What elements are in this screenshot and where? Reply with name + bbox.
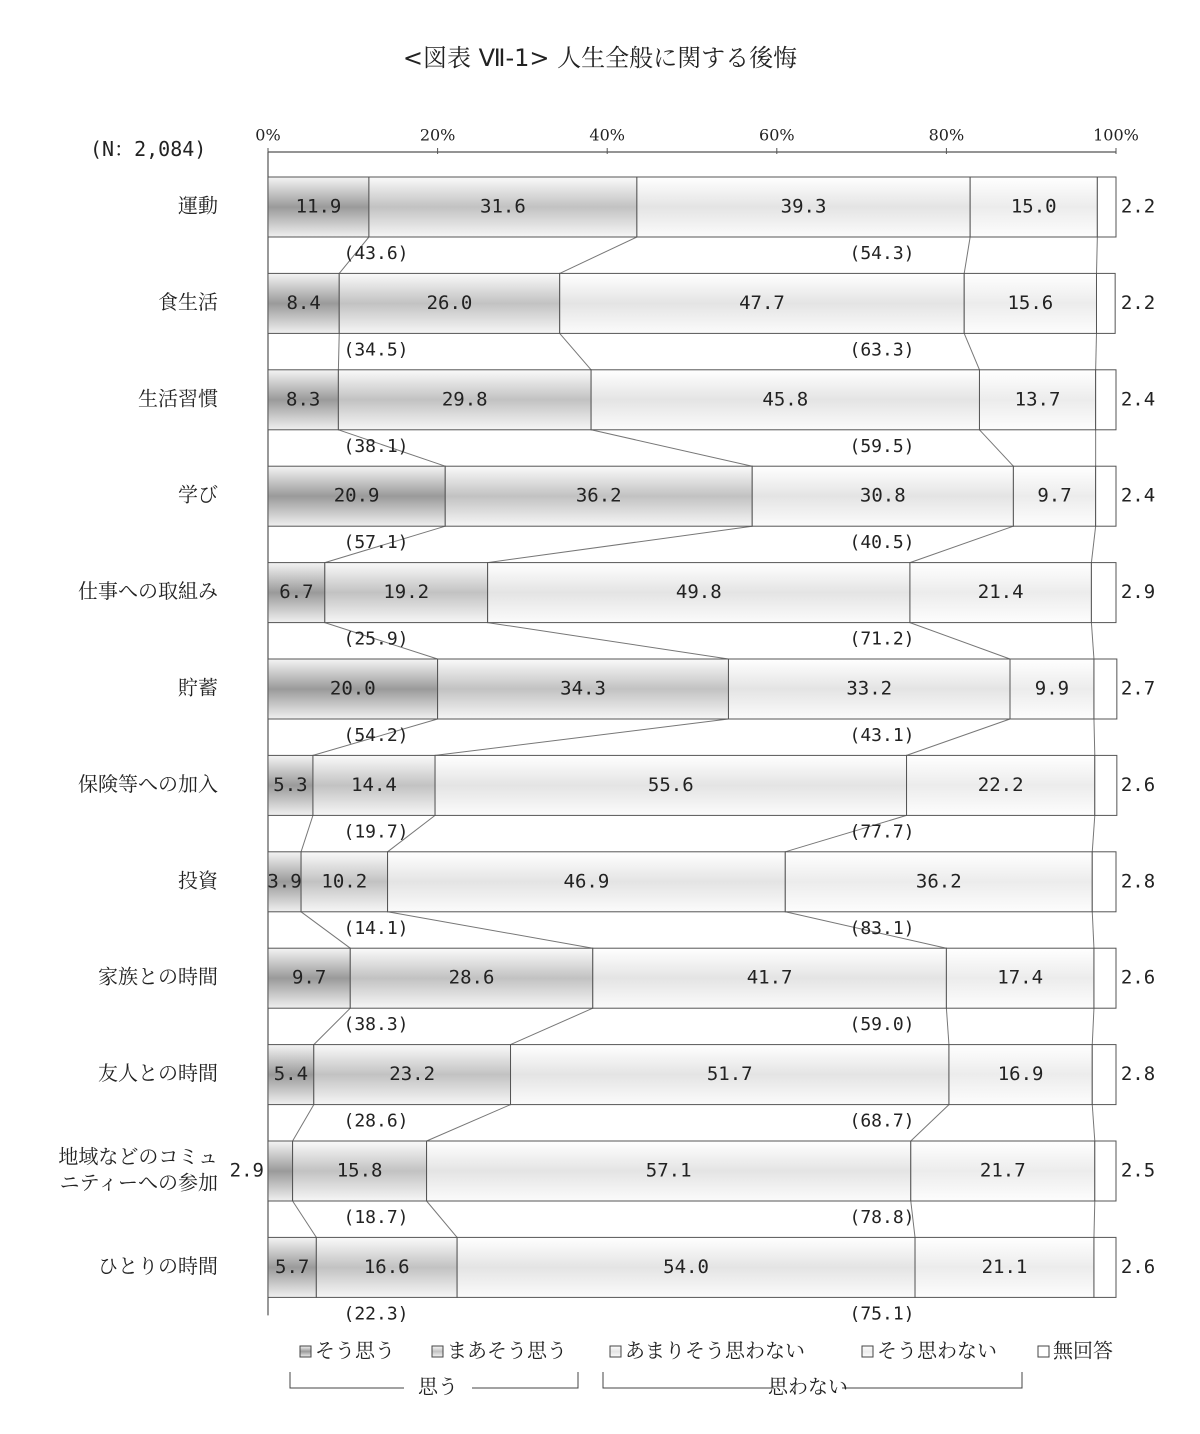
omou-sum-label: (38.1) — [343, 435, 409, 457]
bar-value-label: 19.2 — [383, 581, 430, 604]
connector-line — [560, 333, 591, 369]
legend-swatch — [300, 1346, 311, 1357]
connector-line — [1092, 1105, 1095, 1141]
bar-value-label: 13.7 — [1014, 388, 1061, 411]
bar-value-label: 34.3 — [560, 677, 606, 700]
x-tick-label: 40% — [589, 125, 625, 145]
omou-sum-label: (34.5) — [343, 339, 409, 361]
category-label: 貯蓄 — [178, 675, 218, 700]
bar-value-label: 39.3 — [780, 195, 827, 218]
bar-segment — [1095, 1141, 1116, 1201]
bar-value-label: 16.6 — [363, 1255, 410, 1278]
legend-bracket — [290, 1372, 404, 1388]
bar-value-label: 5.3 — [273, 773, 308, 796]
bar-value-label: 30.8 — [859, 484, 906, 507]
bar-segment — [1092, 852, 1116, 912]
bar-value-label: 8.3 — [286, 388, 321, 411]
omou-sum-label: (18.7) — [343, 1207, 409, 1228]
bar-value-label: 10.2 — [321, 870, 368, 893]
connector-line — [1091, 623, 1094, 659]
category-label: 保険等への加入 — [78, 771, 218, 796]
omowanai-sum-label: (59.0) — [849, 1014, 915, 1036]
connector-line — [338, 333, 339, 369]
bar-value-label: 16.9 — [997, 1063, 1044, 1086]
connector-line — [1096, 237, 1097, 273]
bar-segment — [1096, 370, 1116, 430]
bar-value-label: 6.7 — [279, 581, 314, 604]
bar-value-label: 26.0 — [426, 291, 473, 314]
bar-value-label: 2.8 — [1120, 1063, 1156, 1086]
legend-group-label: 思わない — [768, 1374, 848, 1399]
bar-value-label: 31.6 — [480, 195, 526, 218]
bar-value-label: 2.6 — [1120, 966, 1156, 989]
legend-item-label: あまりそう思わない — [625, 1338, 805, 1363]
x-tick-label: 0% — [255, 125, 281, 145]
omowanai-sum-label: (40.5) — [849, 532, 915, 554]
bar-value-label: 11.9 — [295, 195, 342, 218]
omowanai-sum-label: (68.7) — [849, 1110, 915, 1132]
connector-line — [488, 526, 753, 562]
category-label: 食生活 — [158, 289, 218, 314]
connector-line — [427, 1201, 458, 1237]
connector-line — [1092, 815, 1095, 851]
bar-value-label: 9.7 — [291, 966, 327, 989]
connector-line — [964, 333, 979, 369]
bar-value-label: 2.2 — [1120, 195, 1156, 218]
bar-value-label: 29.8 — [441, 388, 488, 411]
connector-line — [388, 912, 593, 948]
bar-segment — [1094, 1237, 1116, 1297]
omowanai-sum-label: (59.5) — [849, 435, 915, 457]
bar-value-label: 2.6 — [1120, 773, 1156, 796]
connector-line — [911, 1105, 949, 1141]
connector-line — [511, 1008, 593, 1044]
bar-value-label: 2.4 — [1120, 484, 1156, 507]
bar-value-label: 2.8 — [1120, 870, 1156, 893]
bar-value-label: 2.5 — [1120, 1159, 1156, 1182]
connector-line — [488, 623, 729, 659]
category-label: 投資 — [178, 868, 218, 893]
bar-value-label: 15.0 — [1010, 195, 1057, 218]
category-label: 運動 — [178, 193, 218, 218]
bar-value-label: 15.6 — [1007, 291, 1054, 314]
connector-line — [301, 815, 313, 851]
omou-sum-label: (22.3) — [343, 1303, 409, 1325]
omou-sum-label: (38.3) — [343, 1014, 409, 1036]
omou-sum-label: (14.1) — [343, 917, 409, 939]
bar-value-label: 2.6 — [1120, 1255, 1156, 1278]
legend-swatch — [432, 1346, 443, 1357]
omou-sum-label: (54.2) — [343, 725, 409, 746]
x-tick-label: 80% — [928, 125, 965, 145]
bars — [268, 148, 1117, 1388]
omowanai-sum-label: (75.1) — [849, 1303, 915, 1325]
legend-bracket — [472, 1372, 578, 1388]
bar-value-label: 17.4 — [997, 966, 1044, 989]
category-label: 友人との時間 — [98, 1061, 218, 1086]
legend-item-label: まあそう思う — [447, 1338, 567, 1363]
x-tick-label: 20% — [419, 125, 456, 145]
legend-swatch — [1038, 1346, 1049, 1357]
bar-value-label: 46.9 — [563, 870, 610, 893]
bar-value-label: 49.8 — [675, 581, 722, 604]
bar-segment — [1096, 273, 1115, 333]
connector-line — [560, 237, 637, 273]
bar-value-label: 5.7 — [275, 1255, 310, 1278]
omowanai-sum-label: (83.1) — [849, 917, 915, 939]
bar-value-label: 3.9 — [267, 870, 302, 893]
bar-value-label: 2.9 — [1120, 581, 1156, 604]
bar-value-label: 20.9 — [333, 484, 380, 507]
omou-sum-label: (25.9) — [343, 628, 409, 650]
bar-value-label: 21.7 — [979, 1159, 1026, 1182]
bar-value-label: 47.7 — [739, 291, 785, 314]
bar-value-label: 45.8 — [762, 388, 809, 411]
category-label: 仕事への取組み — [78, 579, 218, 604]
legend-item-label: そう思わない — [877, 1338, 997, 1363]
bar-value-label: 36.2 — [575, 484, 622, 507]
bar-value-label: 57.1 — [645, 1159, 692, 1182]
omou-sum-label: (28.6) — [343, 1110, 409, 1132]
bar-value-label: 23.2 — [389, 1063, 436, 1086]
connector-line — [435, 719, 728, 755]
bar-value-label: 2.4 — [1120, 388, 1156, 411]
connector-line — [591, 430, 752, 466]
bar-segment — [1094, 948, 1116, 1008]
connector-line — [1094, 719, 1095, 755]
connector-line — [1092, 1008, 1094, 1044]
omowanai-sum-label: (78.8) — [849, 1207, 915, 1228]
legend-group-label: 思う — [418, 1374, 458, 1399]
omowanai-sum-label: (54.3) — [849, 243, 915, 264]
category-label: 家族との時間 — [98, 964, 218, 989]
bar-value-label: 21.1 — [981, 1255, 1028, 1278]
connector-line — [946, 1008, 949, 1044]
bar-value-label: 2.9 — [229, 1159, 264, 1182]
bar-value-label: 21.4 — [977, 581, 1024, 604]
category-label: 地域などのコミュ — [58, 1144, 218, 1169]
bar-value-label: 36.2 — [915, 870, 962, 893]
bar-value-label: 15.8 — [336, 1159, 383, 1182]
connector-line — [964, 237, 970, 273]
bar-segment — [1094, 659, 1117, 719]
connector-line — [1094, 1201, 1095, 1237]
bar-value-label: 28.6 — [448, 966, 495, 989]
x-tick-label: 60% — [759, 125, 795, 145]
category-label: ニティーへの参加 — [59, 1170, 218, 1195]
connector-line — [907, 719, 1010, 755]
category-label: ひとりの時間 — [98, 1253, 218, 1278]
bar-value-label: 22.2 — [977, 773, 1024, 796]
connector-line — [1092, 912, 1094, 948]
chart-title: <図表 Ⅶ-1> 人生全般に関する後悔 — [402, 44, 798, 72]
x-tick-label: 100% — [1093, 125, 1139, 145]
omou-sum-label: (19.7) — [343, 821, 409, 843]
omowanai-sum-label: (77.7) — [849, 821, 915, 843]
category-label: 生活習慣 — [138, 386, 218, 411]
omowanai-sum-label: (43.1) — [849, 725, 915, 746]
bar-value-label: 9.7 — [1037, 484, 1072, 507]
omou-sum-label: (57.1) — [343, 532, 409, 554]
omowanai-sum-label: (71.2) — [849, 628, 915, 650]
bar-value-label: 14.4 — [351, 773, 397, 796]
legend-bracket — [603, 1372, 774, 1388]
bar-value-label: 51.7 — [706, 1063, 753, 1086]
bar-value-label: 5.4 — [273, 1063, 309, 1086]
bar-segment — [268, 1141, 293, 1201]
bar-value-label: 55.6 — [647, 773, 694, 796]
bar-value-label: 9.9 — [1034, 677, 1070, 700]
bar-value-label: 54.0 — [663, 1255, 709, 1278]
connector-line — [1091, 526, 1095, 562]
connector-line — [293, 1201, 317, 1237]
connector-line — [910, 623, 1010, 659]
bar-segment — [1097, 177, 1116, 237]
bar-value-label: 2.2 — [1120, 291, 1156, 314]
legend-item-label: そう思う — [315, 1338, 395, 1363]
omowanai-sum-label: (63.3) — [849, 339, 915, 361]
sample-size-label: (N：2,084) — [90, 137, 207, 161]
omou-sum-label: (43.6) — [343, 243, 409, 264]
bar-value-label: 20.0 — [329, 677, 376, 700]
bar-segment — [1095, 755, 1117, 815]
legend-swatch — [862, 1346, 873, 1357]
bar-segment — [1091, 563, 1116, 623]
bar-value-label: 41.7 — [746, 966, 793, 989]
connector-line — [979, 430, 1013, 466]
legend-swatch — [610, 1346, 621, 1357]
bar-segment — [1092, 1045, 1116, 1105]
bar-value-label: 2.7 — [1120, 677, 1156, 700]
category-label: 学び — [178, 482, 218, 507]
bar-value-label: 8.4 — [286, 291, 321, 314]
bar-segment — [1096, 466, 1116, 526]
bar-value-label: 33.2 — [846, 677, 893, 700]
legend-bracket — [842, 1372, 1022, 1388]
connector-line — [910, 526, 1013, 562]
connector-line — [427, 1105, 511, 1141]
connector-line — [293, 1105, 314, 1141]
connector-line — [1096, 333, 1097, 369]
legend-item-label: 無回答 — [1053, 1338, 1113, 1363]
